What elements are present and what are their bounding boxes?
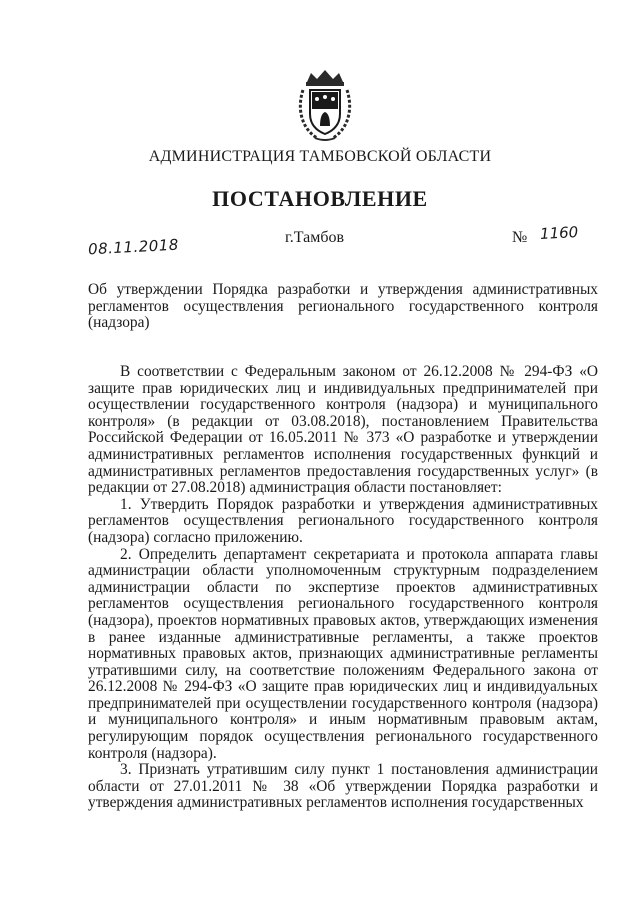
document-date: 08.11.2018: [87, 235, 180, 259]
body-paragraph: 1. Утвердить Порядок разработки и утверждения административных регламентов осуществления регионального государственного контроля (надзора) согласно приложению.: [88, 495, 598, 546]
document-subject: Об утверждении Порядка разработки и утверждения административных регламентов осуществления регионального государственного контроля (надзора): [88, 281, 598, 331]
document-type-title: ПОСТАНОВЛЕНИЕ: [212, 186, 428, 211]
body-paragraph: 3. Признать утратившим силу пункт 1 постановления администрации области от 27.01.2011 № 38 «Об утверждении Порядка разработки и утверждения административных регламентов исполнения государственных: [88, 761, 598, 812]
coat-of-arms-icon: [295, 68, 355, 142]
document-body: [88, 364, 598, 812]
document-number: 1160: [539, 223, 579, 243]
body-paragraph: 2. Определить департамент секретариата и протокола аппарата главы администрации области уполномоченным структурным подразделением администрации области по экспертизе проектов административных регламентов осуществления регионального государственного контроля (надзора), проектов нормативных правовых актов, утверждающих изменения в ранее изданные административные регламенты, а также проектов нормативных правовых актов, признающих административные регламенты утратившими силу, на соответствие положениям Федерального закона от 26.12.2008 № 294-ФЗ «О защите прав юридических лиц и индивидуальных предпринимателей при осуществлении государственного контроля (надзора) и муниципального контроля» и иным нормативным правовым актам, регулирующим порядок осуществления регионального государственного контроля (надзора).: [88, 545, 598, 762]
document-city: г.Тамбов: [285, 229, 345, 246]
document-number-label: №: [512, 229, 528, 246]
organization-name: АДМИНИСТРАЦИЯ ТАМБОВСКОЙ ОБЛАСТИ: [148, 148, 492, 165]
body-paragraph: В соответствии с Федеральным законом от 26.12.2008 № 294-ФЗ «О защите прав юридических лиц и индивидуальных предпринимателей при осуществлении государственного контроля (надзора) и муниципального контроля» (в редакции от 03.08.2018), постановлением Правительства Российской Федерации от 16.05.2011 № 373 «О разработке и утверждении административных регламентов исполнения государственных функций и административных регламентов предоставления государственных услуг» (в редакции от 27.08.2018) администрация области постановляет:: [88, 363, 598, 497]
